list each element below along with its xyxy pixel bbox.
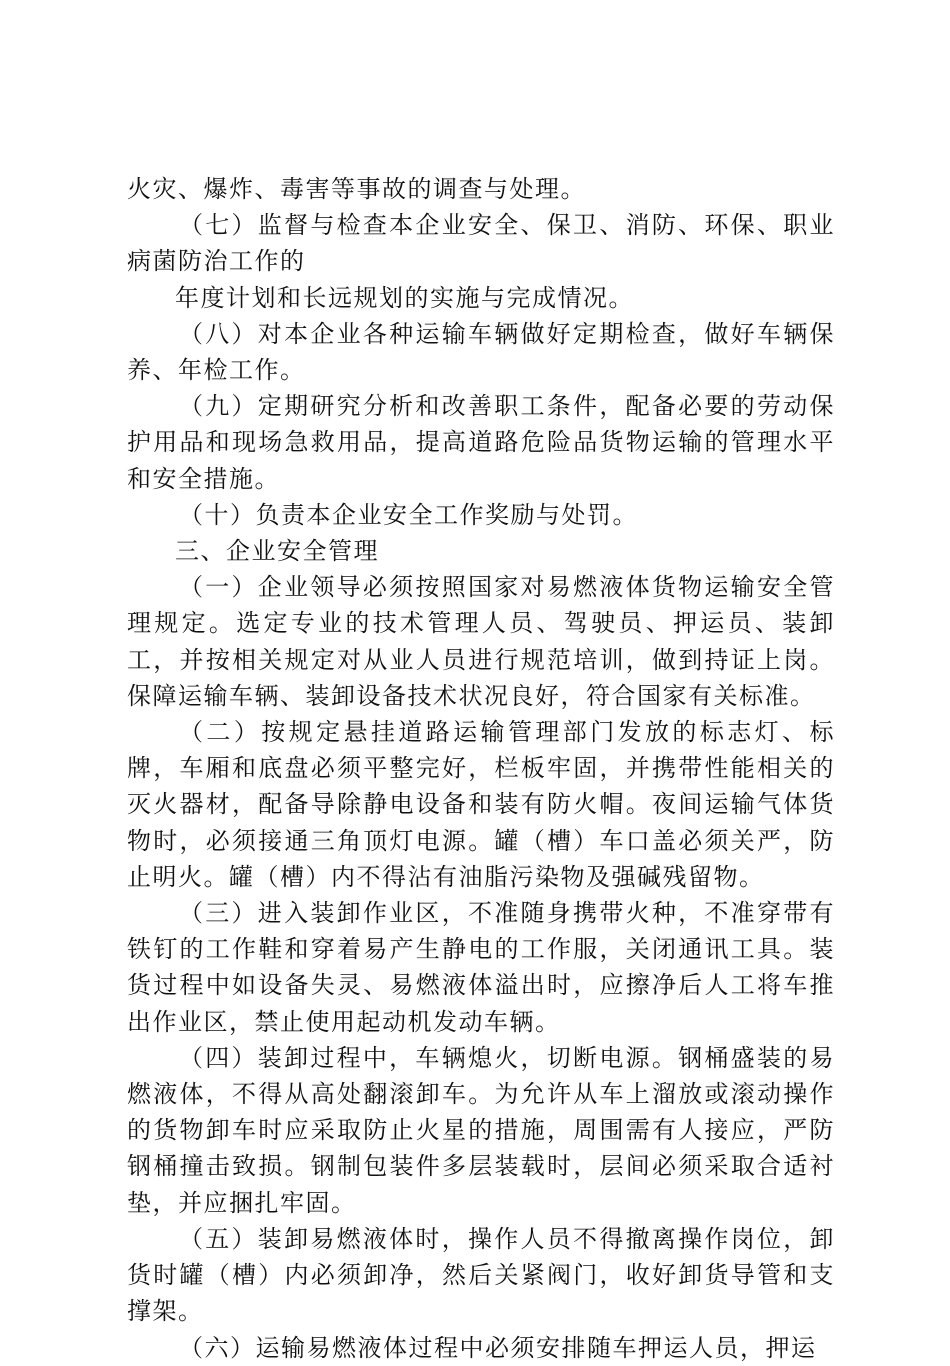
paragraph: （四）装卸过程中，车辆熄火，切断电源。钢桶盛装的易燃液体，不得从高处翻滚卸车。为允许从车上溜放或滚动操作的货物卸车时应采取防止火星的措施，周围需有人接应，严防钢桶撞击致损。钢制包装件多层装载时，层间必须采取合适衬垫，并应捆扎牢固。: [127, 1043, 835, 1217]
paragraph: （三）进入装卸作业区，不准随身携带火种，不准穿带有铁钉的工作鞋和穿着易产生静电的工作服，关闭通讯工具。装货过程中如设备失灵、易燃液体溢出时，应擦净后人工将车推出作业区，禁止使用起动机发动车辆。: [127, 899, 835, 1036]
paragraph: （八）对本企业各种运输车辆做好定期检查，做好车辆保养、年检工作。: [127, 319, 835, 385]
paragraph: （五）装卸易燃液体时，操作人员不得撤离操作岗位，卸货时罐（槽）内必须卸净，然后关紧阀门，收好卸货导管和支撑架。: [127, 1224, 835, 1326]
paragraph: 火灾、爆炸、毒害等事故的调查与处理。: [127, 175, 586, 203]
paragraph: （十）负责本企业安全工作奖励与处罚。: [179, 500, 638, 529]
section-heading: 三、企业安全管理: [175, 537, 379, 566]
paragraph: （二）按规定悬挂道路运输管理部门发放的标志灯、标牌，车厢和底盘必须平整完好，栏板牢固，并携带性能相关的灭火器材，配备导除静电设备和装有防火帽。夜间运输气体货物时，必须接通三角顶灯电源。罐（槽）车口盖必须关严，防止明火。罐（槽）内不得沾有油脂污染物及强碱残留物。: [127, 718, 835, 891]
document-body: [127, 171, 835, 1366]
paragraph: （一）企业领导必须按照国家对易燃液体货物运输安全管理规定。选定专业的技术管理人员、驾驶员、押运员、装卸工，并按相关规定对从业人员进行规范培训，做到持证上岗。保障运输车辆、装卸设备技术状况良好，符合国家有关标准。: [127, 573, 835, 710]
paragraph: （六）运输易燃液体过程中必须安排随车押运人员，押运: [179, 1333, 817, 1362]
paragraph: （九）定期研究分析和改善职工条件，配备必要的劳动保护用品和现场急救用品，提高道路危险品货物运输的管理水平和安全措施。: [127, 392, 835, 493]
paragraph: 年度计划和长远规划的实施与完成情况。: [175, 283, 634, 312]
paragraph: （七）监督与检查本企业安全、保卫、消防、环保、职业病菌防治工作的: [127, 211, 835, 276]
